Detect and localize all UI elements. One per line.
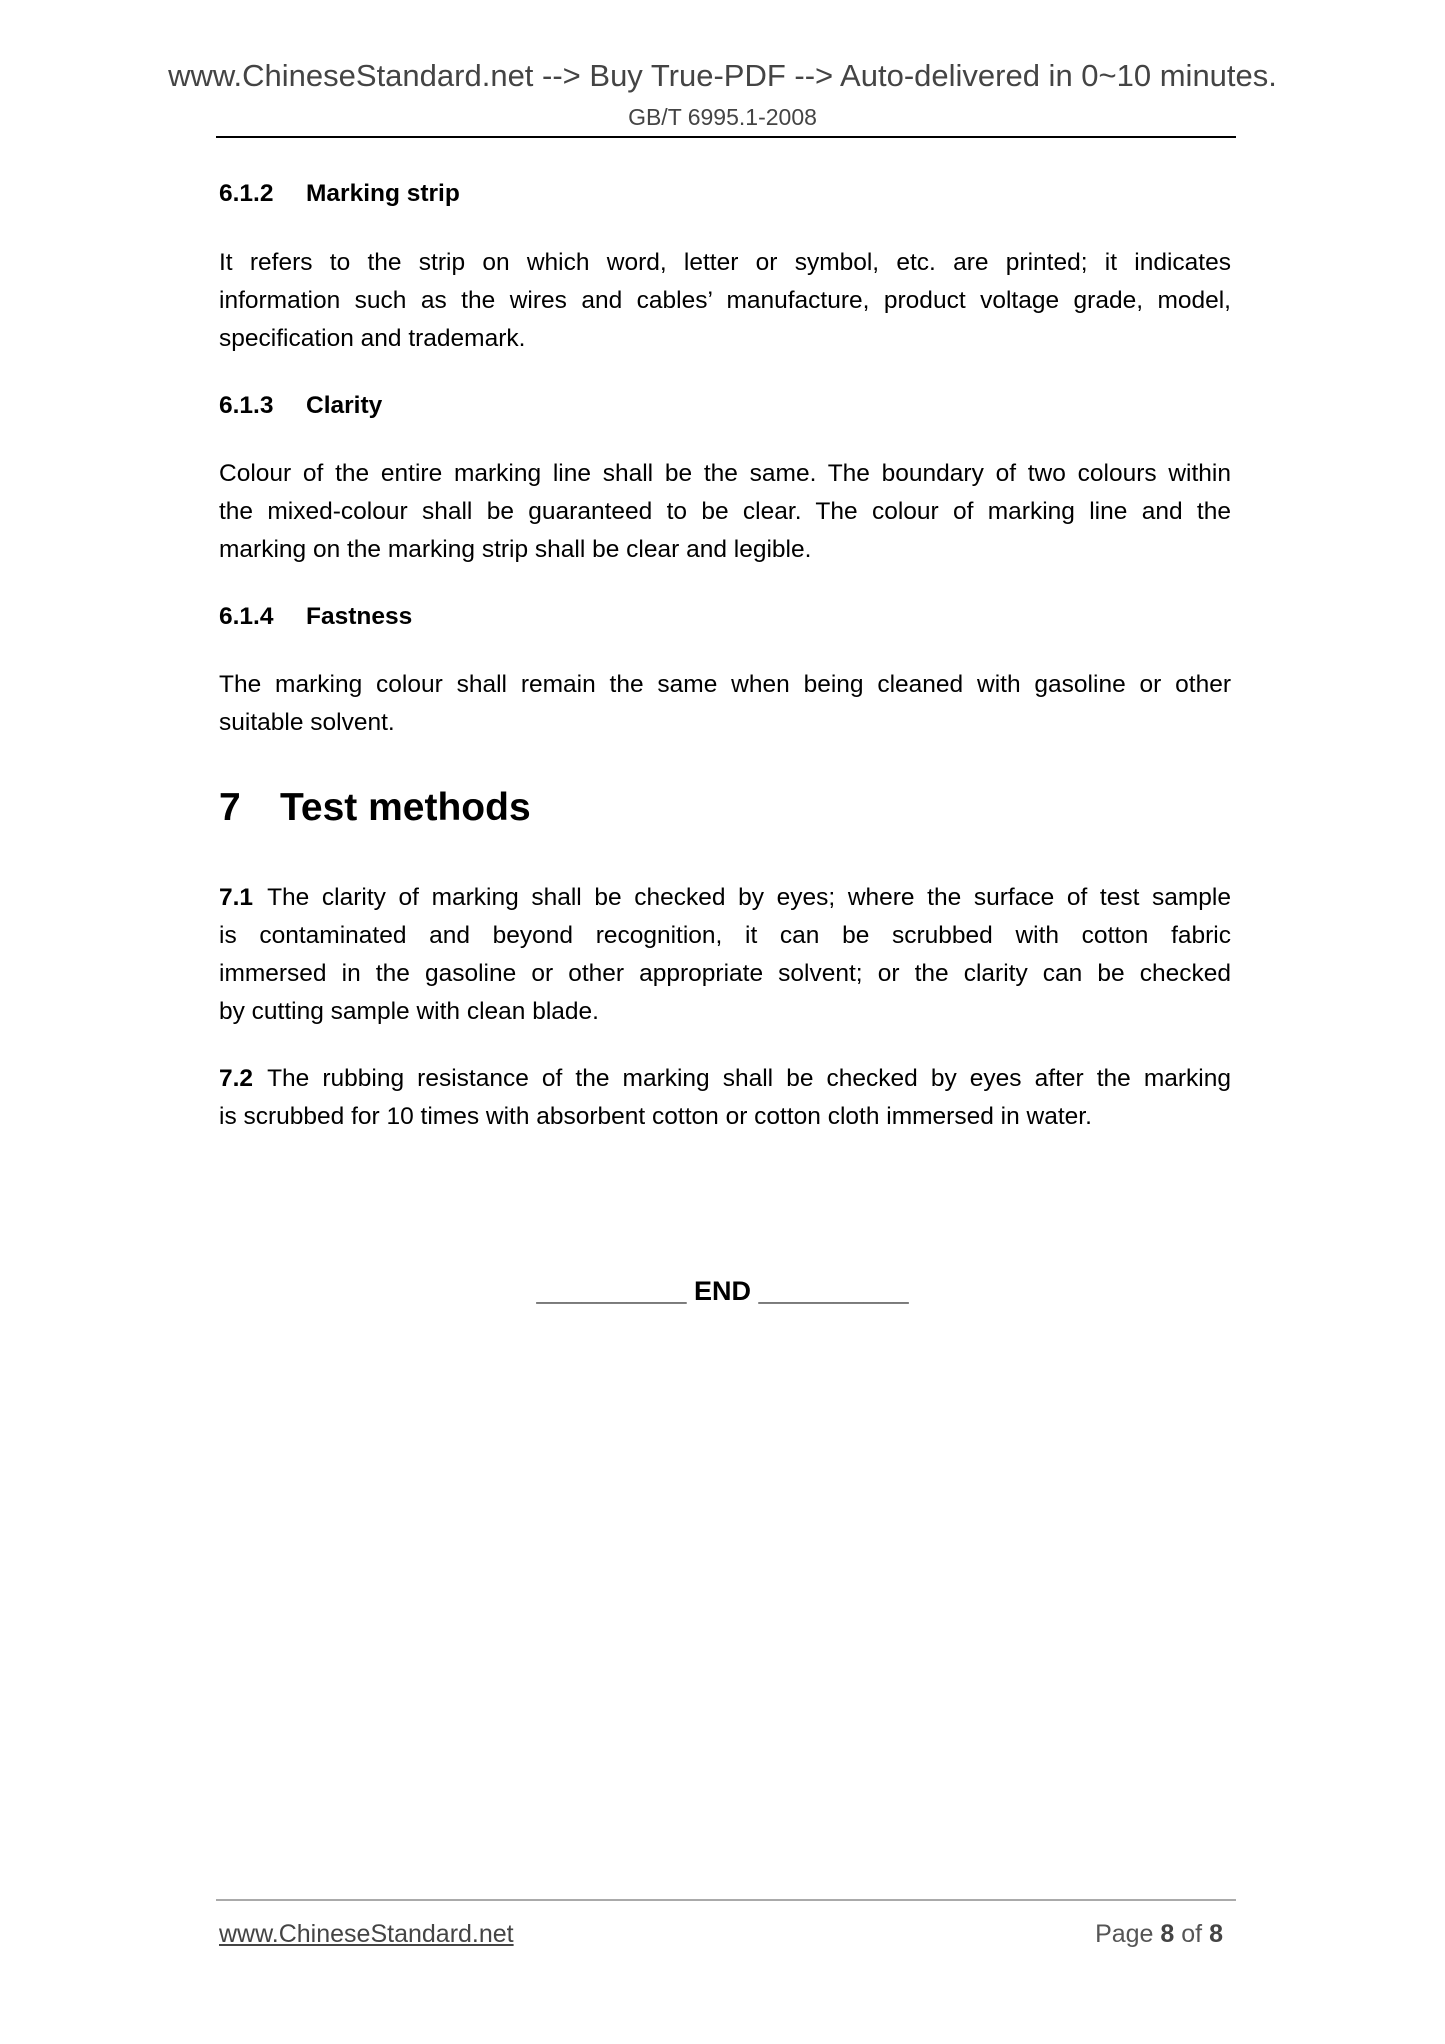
standard-id: GB/T 6995.1-2008 (628, 104, 817, 130)
end-marker: __________ END __________ (536, 1276, 909, 1306)
paragraph-6-1-4: The marking colour shall remain the same when being cleaned with gasoline or other suitable solvent. (219, 671, 1231, 736)
heading-7: 7 Test methods (219, 786, 531, 829)
footer-website-link[interactable]: www.ChineseStandard.net (219, 1920, 514, 1948)
clause-number: 7.2 (219, 1065, 254, 1092)
heading-6-1-4: 6.1.4 Fastness (219, 603, 413, 630)
paragraph-7-1: 7.1 The clarity of marking shall be checked by eyes; where the surface of test sample is contaminated and beyond recognition, it can be scrubbed with cotton fabric immersed in the gasoline or other appropriate solvent; or the clarity can be checked by cutting sample with clean blade. (219, 879, 1231, 1031)
paragraph-6-1-3: Colour of the entire marking line shall be the same. The boundary of two colours within the mixed-colour shall be guaranteed to be clear. The colour of marking line and the marking on the marking strip shall be clear and legible. (219, 460, 1231, 563)
header-rule (216, 136, 1236, 138)
clause-number: 7.1 (219, 884, 254, 911)
page-indicator: Page 8 of 8 (1095, 1920, 1223, 1948)
paragraph-6-1-2: It refers to the strip on which word, letter or symbol, etc. are printed; it indicates information such as the wires and cables’ manufacture, product voltage grade, model, specification and trademark. (219, 249, 1231, 352)
paragraph-7-2: 7.2 The rubbing resistance of the marking shall be checked by eyes after the marking is scrubbed for 10 times with absorbent cotton or cotton cloth immersed in water. (219, 1060, 1231, 1136)
header-banner: www.ChineseStandard.net --> Buy True-PDF --> Auto-delivered in 0~10 minutes. (168, 58, 1277, 93)
heading-6-1-3: 6.1.3 Clarity (219, 392, 383, 419)
heading-6-1-2: 6.1.2 Marking strip (219, 180, 460, 207)
footer-rule (216, 1899, 1236, 1901)
